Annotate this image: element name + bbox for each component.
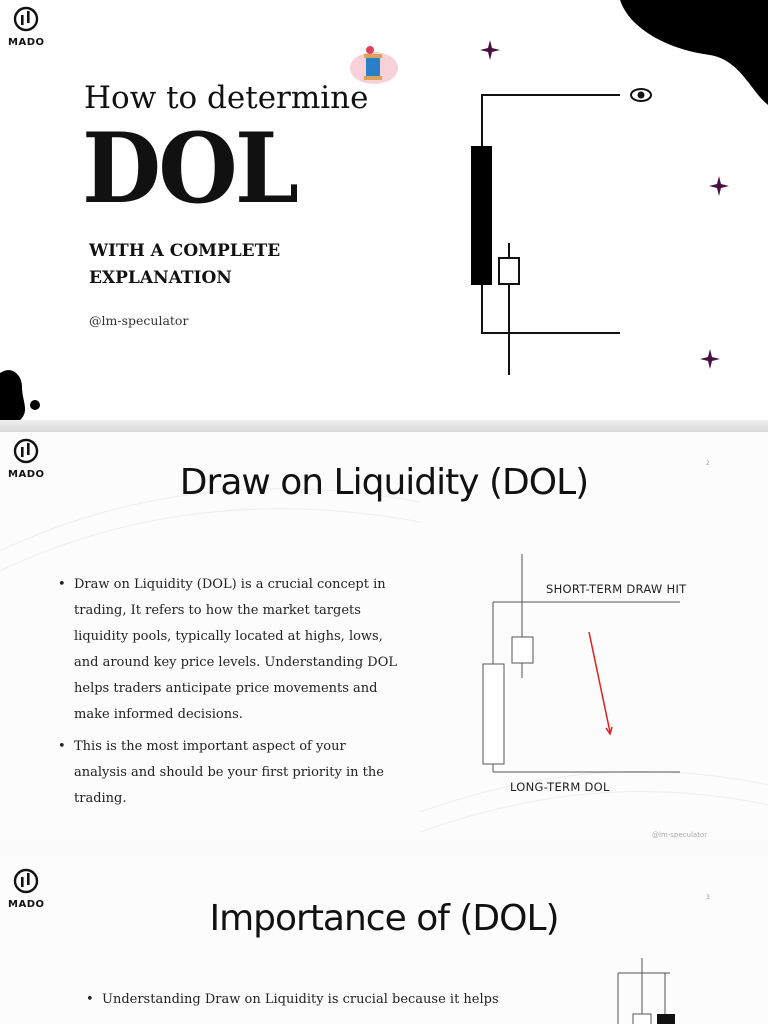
mado-logo-icon bbox=[13, 6, 39, 32]
logo-text: MADO bbox=[8, 37, 45, 48]
sparkle-icon bbox=[709, 176, 729, 196]
slide-divider bbox=[0, 840, 768, 858]
bullet-list bbox=[58, 572, 398, 818]
logo-text: MADO bbox=[8, 469, 45, 480]
title-line-1: How to determine bbox=[84, 80, 369, 116]
slide-title: Draw on Liquidity (DOL) bbox=[179, 462, 589, 503]
subtitle: WITH A COMPLETE EXPLANATION bbox=[89, 241, 281, 288]
thread-spool-icon bbox=[348, 44, 400, 88]
mado-logo-icon bbox=[13, 438, 39, 464]
bullet-item: • Understanding Draw on Liquidity is crucial because it helps bbox=[86, 987, 556, 1013]
candlestick-illustration bbox=[615, 958, 695, 1024]
bullet-item: • Draw on Liquidity (DOL) is a crucial concept in trading, It refers to how the market targets liquidity pools, typically located at highs, lows, and around key price levels. Understanding DOL helps traders anticipate price movements and make informed decisions. bbox=[58, 572, 398, 728]
bullet-item: • This is the most important aspect of your analysis and should be your first priority in the trading. bbox=[58, 734, 398, 812]
page-number: 2 bbox=[706, 460, 710, 467]
author-handle: @lm-speculator bbox=[89, 313, 189, 328]
chart-label-short-term: SHORT-TERM DRAW HIT bbox=[546, 582, 687, 596]
decorative-blob-left bbox=[0, 365, 50, 420]
mado-logo bbox=[8, 6, 44, 48]
slide-importance-of-dol bbox=[0, 858, 768, 1024]
eye-icon bbox=[630, 87, 652, 103]
title-big: DOL bbox=[82, 112, 297, 225]
sparkle-icon bbox=[480, 40, 500, 60]
slide-title: Importance of (DOL) bbox=[209, 898, 559, 939]
slide-divider bbox=[0, 420, 768, 432]
logo-text: MADO bbox=[8, 899, 45, 910]
sparkle-icon bbox=[700, 349, 720, 369]
mado-logo-icon bbox=[13, 868, 39, 894]
chart-label-long-term: LONG-TERM DOL bbox=[510, 780, 610, 794]
slide-draw-on-liquidity bbox=[0, 432, 768, 840]
candlestick-illustration bbox=[460, 80, 660, 380]
bullet-list bbox=[86, 987, 556, 1019]
page-number: 3 bbox=[706, 894, 710, 901]
slide-title bbox=[0, 0, 768, 420]
watermark: @lm-speculator bbox=[652, 831, 708, 839]
